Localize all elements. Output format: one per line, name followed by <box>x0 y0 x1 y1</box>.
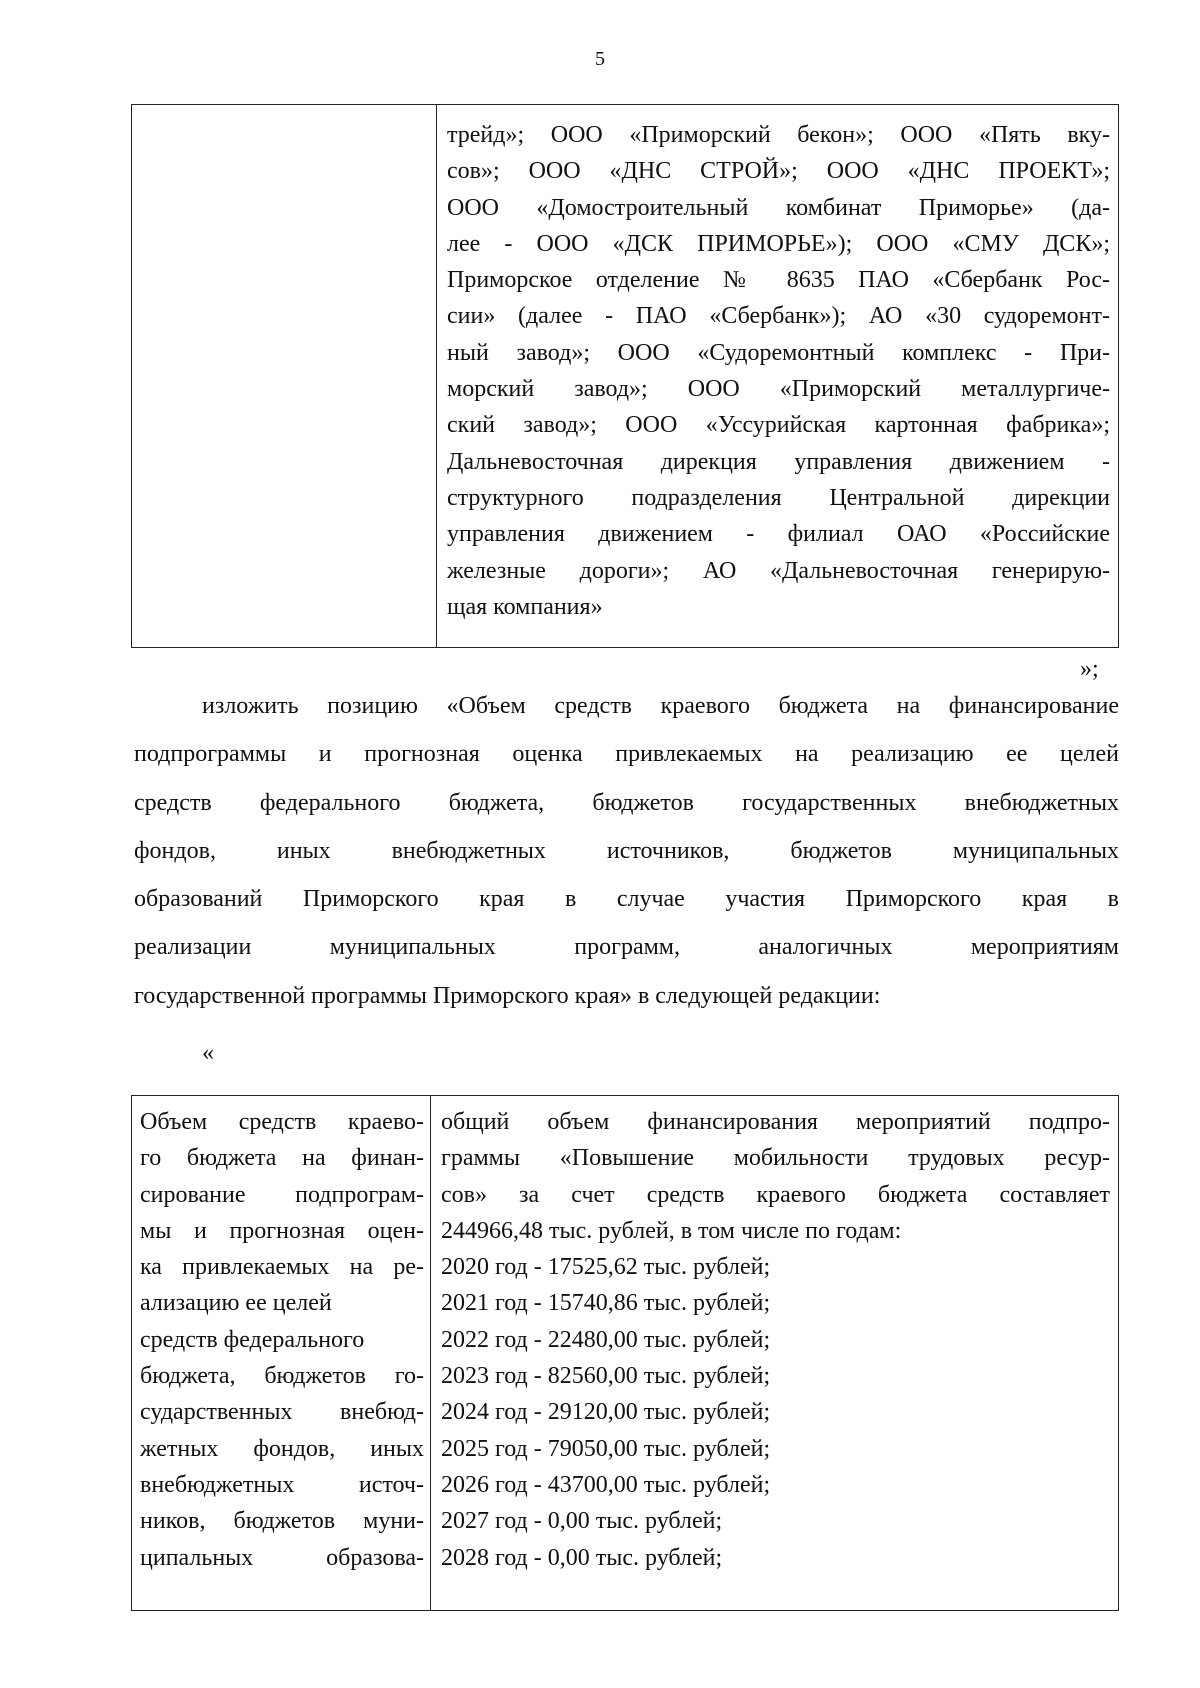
table1-line: лее - ООО «ДСК ПРИМОРЬЕ»); ООО «СМУ ДСК»; <box>447 230 1110 257</box>
table2-left-line: сударственных внебюд- <box>140 1399 424 1426</box>
table2-right-line: сов» за счет средств краевого бюджета составляет <box>441 1181 1110 1208</box>
page-number: 5 <box>595 48 605 70</box>
table2-left-line: внебюджетных источ- <box>140 1471 424 1498</box>
table1-line: структурного подразделения Центральной дирекции <box>447 484 1110 511</box>
table1-line: морский завод»; ООО «Приморский металлургиче- <box>447 376 1110 403</box>
table2-left-line: ципальных образова- <box>140 1544 424 1571</box>
table1-line: Приморское отделение № 8635 ПАО «Сбербанк Рос- <box>447 267 1110 294</box>
paragraph-line: государственной программы Приморского края» в следующей редакции: <box>134 982 881 1009</box>
table1-line: ООО «Домостроительный комбинат Приморье» (да- <box>447 194 1110 221</box>
table2-left-line: жетных фондов, иных <box>140 1435 424 1462</box>
table2-right-line: 244966,48 тыс. рублей, в том числе по годам: <box>441 1217 902 1244</box>
body-paragraph <box>134 682 1119 1020</box>
table1-line: сов»; ООО «ДНС СТРОЙ»; ООО «ДНС ПРОЕКТ»; <box>447 158 1110 185</box>
table1-line: сии» (далее - ПАО «Сбербанк»); АО «30 судоремонт- <box>447 303 1110 330</box>
table2-right-line: 2021 год - 15740,86 тыс. рублей; <box>441 1290 771 1317</box>
opening-quote: « <box>202 1040 214 1066</box>
table1-line: ный завод»; ООО «Судоремонтный комплекс - При- <box>447 339 1110 366</box>
table2-left-line: ников, бюджетов муни- <box>140 1508 424 1535</box>
table2-left-line: средств федерального <box>140 1326 365 1353</box>
paragraph-line: реализации муниципальных программ, аналогичных мероприятиям <box>134 934 1119 961</box>
closing-quote: »; <box>1080 656 1099 682</box>
table2-right-line: граммы «Повышение мобильности трудовых ресур- <box>441 1145 1110 1172</box>
table2-right-line: 2022 год - 22480,00 тыс. рублей; <box>441 1326 771 1353</box>
table2-right-line: 2020 год - 17525,62 тыс. рублей; <box>441 1254 771 1281</box>
table2-left-line: Объем средств краево- <box>140 1109 424 1135</box>
table1-line: трейд»; ООО «Приморский бекон»; ООО «Пять вку- <box>447 122 1110 148</box>
table1-line: железные дороги»; АО «Дальневосточная генерирую- <box>447 557 1110 584</box>
paragraph-line: подпрограммы и прогнозная оценка привлекаемых на реализацию ее целей <box>134 741 1119 768</box>
table2-left-line: мы и прогнозная оцен- <box>140 1217 424 1244</box>
table2-right-line: общий объем финансирования мероприятий подпро- <box>441 1109 1110 1135</box>
table2-left-line: го бюджета на финан- <box>140 1145 424 1172</box>
table2-left-line: ка привлекаемых на ре- <box>140 1254 424 1281</box>
table1-line: щая компания» <box>447 593 603 620</box>
paragraph-line: изложить позицию «Объем средств краевого бюджета на финансирование <box>202 693 1119 719</box>
table2-left-line: бюджета, бюджетов го- <box>140 1363 424 1390</box>
table2-right-line: 2025 год - 79050,00 тыс. рублей; <box>441 1435 771 1462</box>
budget-table <box>131 1095 1119 1611</box>
table2-right-line: 2027 год - 0,00 тыс. рублей; <box>441 1508 723 1535</box>
table1-line: ский завод»; ООО «Уссурийская картонная фабрика»; <box>447 412 1110 439</box>
paragraph-line: образований Приморского края в случае участия Приморского края в <box>134 886 1119 913</box>
table2-left-line: сирование подпрограм- <box>140 1181 424 1208</box>
paragraph-line: средств федерального бюджета, бюджетов государственных внебюджетных <box>134 789 1119 816</box>
table2-left-cell <box>132 1096 431 1611</box>
table2-right-line: 2024 год - 29120,00 тыс. рублей; <box>441 1399 771 1426</box>
table1-left-cell <box>132 105 437 648</box>
table2-right-line: 2028 год - 0,00 тыс. рублей; <box>441 1544 723 1571</box>
table2-right-line: 2026 год - 43700,00 тыс. рублей; <box>441 1471 771 1498</box>
table1-right-cell <box>437 105 1119 648</box>
table1-line: управления движением - филиал ОАО «Российские <box>447 521 1110 548</box>
continuation-table <box>131 104 1119 648</box>
table2-left-line: ализацию ее целей <box>140 1290 332 1317</box>
table1-line: Дальневосточная дирекция управления движением - <box>447 448 1110 475</box>
paragraph-line: фондов, иных внебюджетных источников, бюджетов муниципальных <box>134 837 1119 864</box>
table2-right-line: 2023 год - 82560,00 тыс. рублей; <box>441 1363 771 1390</box>
table2-right-cell <box>431 1096 1119 1611</box>
